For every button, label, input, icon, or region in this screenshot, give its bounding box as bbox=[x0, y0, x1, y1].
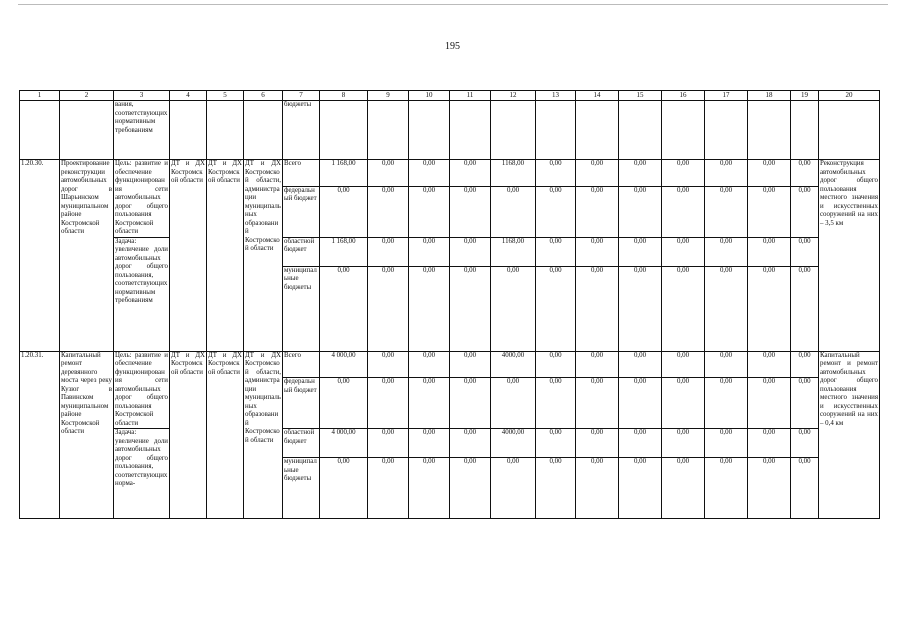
funding-value: 0,00 bbox=[619, 458, 662, 519]
item-goal: Цель: развитие и обеспечение функционирования сети автомобильных дорог общего пользования Костромской области bbox=[115, 160, 168, 235]
funding-source-label: федеральный бюджет bbox=[283, 186, 320, 237]
responsible-1: ДТ и ДХ Костромской области bbox=[170, 351, 207, 519]
funding-value: 0,00 bbox=[662, 429, 705, 458]
funding-value: 0,00 bbox=[368, 429, 409, 458]
funding-value: 0,00 bbox=[320, 266, 368, 351]
table-row bbox=[20, 237, 880, 266]
funding-value: 0,00 bbox=[536, 378, 576, 429]
funding-value: 0,00 bbox=[705, 186, 748, 237]
header-row bbox=[20, 91, 880, 101]
program-table bbox=[19, 90, 880, 519]
column-header-7: 7 bbox=[283, 91, 320, 101]
column-header-4: 4 bbox=[170, 91, 207, 101]
item-code: 1.20.31. bbox=[20, 351, 60, 519]
expected-result: Реконструкция автомобильных дорог общего пользования местного значения и искусственных сооружений на них – 3,5 км bbox=[819, 160, 880, 352]
funding-value: 0,00 bbox=[662, 378, 705, 429]
funding-value: 0,00 bbox=[662, 351, 705, 378]
funding-value: 0,00 bbox=[368, 237, 409, 266]
funding-value: 0,00 bbox=[748, 351, 791, 378]
column-header-6: 6 bbox=[244, 91, 283, 101]
funding-value: 0,00 bbox=[576, 429, 619, 458]
funding-value: 0,00 bbox=[536, 458, 576, 519]
funding-value: 0,00 bbox=[791, 237, 819, 266]
funding-value: 0,00 bbox=[662, 237, 705, 266]
column-header-11: 11 bbox=[450, 91, 491, 101]
funding-value: 0,00 bbox=[791, 186, 819, 237]
column-header-1: 1 bbox=[20, 91, 60, 101]
funding-value: 0,00 bbox=[662, 160, 705, 187]
coexecutors: ДТ и ДХ Костромской области, администрации муниципальных образований Костромской области bbox=[244, 351, 283, 519]
column-header-5: 5 bbox=[207, 91, 244, 101]
funding-value: 0,00 bbox=[409, 266, 450, 351]
funding-value: 0,00 bbox=[536, 266, 576, 351]
funding-value: 0,00 bbox=[748, 266, 791, 351]
funding-value: 0,00 bbox=[409, 237, 450, 266]
funding-value: 1 168,00 bbox=[320, 237, 368, 266]
funding-value: 1168,00 bbox=[491, 160, 536, 187]
funding-value: 0,00 bbox=[536, 186, 576, 237]
funding-value: 0,00 bbox=[536, 237, 576, 266]
column-header-18: 18 bbox=[748, 91, 791, 101]
funding-value: 0,00 bbox=[450, 458, 491, 519]
funding-value: 0,00 bbox=[748, 429, 791, 458]
column-header-17: 17 bbox=[705, 91, 748, 101]
item-name: Капитальный ремонт деревянного моста через реку Кузюг в Павинском муниципальном районе Костромской области bbox=[60, 351, 114, 519]
page-number: 195 bbox=[445, 41, 460, 52]
funding-value: 0,00 bbox=[748, 160, 791, 187]
column-header-20: 20 bbox=[819, 91, 880, 101]
funding-value: 0,00 bbox=[705, 378, 748, 429]
funding-source-label: Всего bbox=[283, 351, 320, 378]
funding-value: 1 168,00 bbox=[320, 160, 368, 187]
funding-value: 0,00 bbox=[619, 378, 662, 429]
funding-value: 0,00 bbox=[748, 237, 791, 266]
funding-value: 0,00 bbox=[320, 458, 368, 519]
funding-value: 0,00 bbox=[409, 160, 450, 187]
item-task: Задача: увеличение доли автомобильных дорог общего пользования, соответствующих нормативным требованиям bbox=[114, 237, 170, 351]
column-header-14: 14 bbox=[576, 91, 619, 101]
expected-result: Капитальный ремонт и ремонт автомобильных дорог общего пользования местного значения и искусственных сооружений на них – 0,4 км bbox=[819, 351, 880, 519]
table-row bbox=[20, 351, 880, 378]
funding-value: 0,00 bbox=[491, 186, 536, 237]
funding-value: 0,00 bbox=[791, 351, 819, 378]
funding-source-label: муниципальные бюджеты bbox=[283, 266, 320, 351]
table-row bbox=[20, 429, 880, 458]
funding-value: 0,00 bbox=[576, 266, 619, 351]
funding-value: 0,00 bbox=[368, 160, 409, 187]
responsible-2: ДТ и ДХ Костромской области bbox=[207, 160, 244, 352]
column-header-16: 16 bbox=[662, 91, 705, 101]
funding-value: 0,00 bbox=[368, 378, 409, 429]
funding-value: 0,00 bbox=[619, 237, 662, 266]
column-header-9: 9 bbox=[368, 91, 409, 101]
funding-value: 0,00 bbox=[450, 378, 491, 429]
funding-value: 0,00 bbox=[491, 378, 536, 429]
funding-source-label: федеральный бюджет bbox=[283, 378, 320, 429]
funding-value: 0,00 bbox=[491, 458, 536, 519]
funding-value: 0,00 bbox=[368, 351, 409, 378]
funding-value: 0,00 bbox=[619, 186, 662, 237]
item-goal: Цель: развитие и обеспечение функционирования сети автомобильных дорог общего пользования Костромской области bbox=[115, 351, 168, 427]
funding-value: 0,00 bbox=[576, 186, 619, 237]
funding-value: 0,00 bbox=[748, 378, 791, 429]
responsible-2: ДТ и ДХ Костромской области bbox=[207, 351, 244, 519]
continuation-task-text: вания, соответствующих нормативным требованиям bbox=[114, 101, 170, 160]
funding-value: 0,00 bbox=[705, 266, 748, 351]
funding-value: 0,00 bbox=[409, 186, 450, 237]
funding-value: 1168,00 bbox=[491, 237, 536, 266]
funding-value: 0,00 bbox=[791, 429, 819, 458]
funding-value: 0,00 bbox=[368, 458, 409, 519]
funding-value: 0,00 bbox=[619, 429, 662, 458]
funding-source-label: областной бюджет bbox=[283, 429, 320, 458]
funding-value: 0,00 bbox=[576, 351, 619, 378]
funding-value: 0,00 bbox=[705, 237, 748, 266]
column-header-19: 19 bbox=[791, 91, 819, 101]
funding-value: 4 000,00 bbox=[320, 429, 368, 458]
item-name: Проектирование реконструкции автомобильных дорог в Шарьинском муниципальном районе Костромской области bbox=[60, 160, 114, 352]
funding-value: 0,00 bbox=[409, 351, 450, 378]
funding-value: 0,00 bbox=[576, 378, 619, 429]
funding-value: 0,00 bbox=[450, 237, 491, 266]
page-top-rule bbox=[18, 4, 888, 5]
funding-value: 0,00 bbox=[791, 378, 819, 429]
funding-value: 0,00 bbox=[576, 458, 619, 519]
responsible-1: ДТ и ДХ Костромской области bbox=[170, 160, 207, 352]
funding-value: 0,00 bbox=[409, 378, 450, 429]
column-header-8: 8 bbox=[320, 91, 368, 101]
column-header-15: 15 bbox=[619, 91, 662, 101]
funding-value: 0,00 bbox=[748, 458, 791, 519]
funding-value: 0,00 bbox=[705, 458, 748, 519]
funding-value: 0,00 bbox=[536, 351, 576, 378]
funding-value: 0,00 bbox=[450, 186, 491, 237]
funding-value: 0,00 bbox=[748, 186, 791, 237]
funding-value: 4000,00 bbox=[491, 351, 536, 378]
funding-value: 0,00 bbox=[409, 458, 450, 519]
funding-value: 0,00 bbox=[320, 378, 368, 429]
funding-value: 0,00 bbox=[491, 266, 536, 351]
funding-value: 0,00 bbox=[536, 429, 576, 458]
column-header-10: 10 bbox=[409, 91, 450, 101]
funding-value: 0,00 bbox=[791, 458, 819, 519]
funding-value: 0,00 bbox=[619, 266, 662, 351]
funding-value: 0,00 bbox=[705, 429, 748, 458]
funding-value: 0,00 bbox=[791, 266, 819, 351]
funding-value: 0,00 bbox=[409, 429, 450, 458]
continuation-source-text: бюджеты bbox=[283, 101, 320, 160]
funding-value: 0,00 bbox=[450, 160, 491, 187]
column-header-3: 3 bbox=[114, 91, 170, 101]
column-header-12: 12 bbox=[491, 91, 536, 101]
funding-value: 0,00 bbox=[320, 186, 368, 237]
funding-source-label: муниципальные бюджеты bbox=[283, 458, 320, 519]
funding-source-label: областной бюджет bbox=[283, 237, 320, 266]
funding-value: 0,00 bbox=[662, 458, 705, 519]
funding-value: 0,00 bbox=[662, 186, 705, 237]
funding-value: 0,00 bbox=[450, 351, 491, 378]
table-row bbox=[20, 160, 880, 187]
funding-source-label: Всего bbox=[283, 160, 320, 187]
funding-value: 0,00 bbox=[536, 160, 576, 187]
column-header-13: 13 bbox=[536, 91, 576, 101]
funding-value: 4000,00 bbox=[491, 429, 536, 458]
coexecutors: ДТ и ДХ Костромской области, администрации муниципальных образований Костромской области bbox=[244, 160, 283, 352]
funding-value: 0,00 bbox=[662, 266, 705, 351]
funding-value: 4 000,00 bbox=[320, 351, 368, 378]
item-task: Задача: увеличение доли автомобильных дорог общего пользования, соответствующих норма- bbox=[114, 429, 170, 519]
continuation-row bbox=[20, 101, 880, 160]
funding-value: 0,00 bbox=[619, 160, 662, 187]
funding-value: 0,00 bbox=[791, 160, 819, 187]
funding-value: 0,00 bbox=[450, 429, 491, 458]
funding-value: 0,00 bbox=[450, 266, 491, 351]
funding-value: 0,00 bbox=[705, 160, 748, 187]
item-code: 1.20.30. bbox=[20, 160, 60, 352]
funding-value: 0,00 bbox=[619, 351, 662, 378]
funding-value: 0,00 bbox=[705, 351, 748, 378]
column-header-2: 2 bbox=[60, 91, 114, 101]
funding-value: 0,00 bbox=[576, 160, 619, 187]
funding-value: 0,00 bbox=[576, 237, 619, 266]
funding-value: 0,00 bbox=[368, 186, 409, 237]
funding-value: 0,00 bbox=[368, 266, 409, 351]
